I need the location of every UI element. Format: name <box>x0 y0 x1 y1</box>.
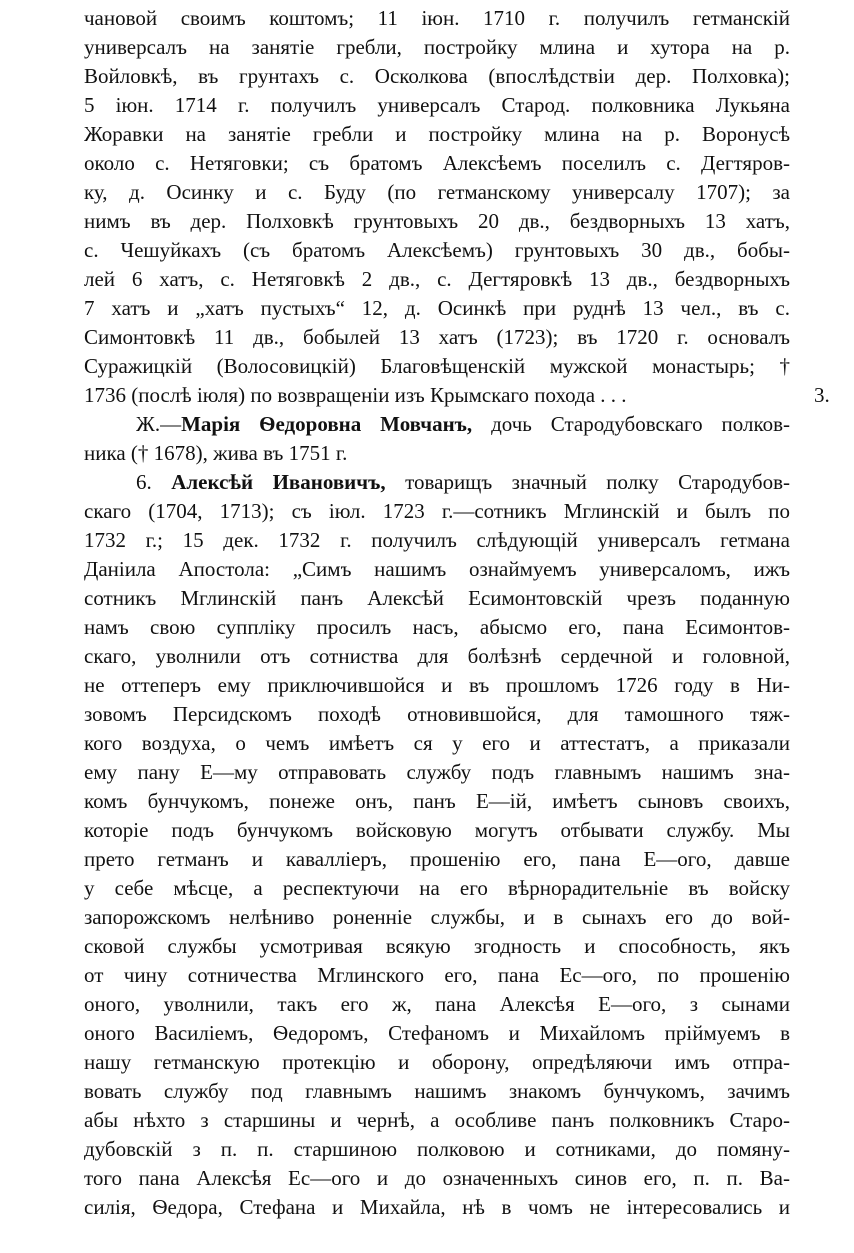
wife-prefix: Ж.— <box>136 412 182 436</box>
text-line: ку, д. Осинку и с. Буду (по гетманскому универсалу 1707); за <box>84 180 790 204</box>
text-line: у себе мѣсце, а респектуючи на его вѣрнорадительніе въ войску <box>84 876 790 900</box>
text-line: Симонтовкѣ 11 дв., бобылей 13 хатъ (1723); въ 1720 г. основалъ <box>84 325 790 349</box>
text-line: зовомъ Персидскомъ походѣ отновившойся, для тамошного тяж- <box>84 702 790 726</box>
text-line: около с. Нетяговки; съ братомъ Алексѣемъ поселилъ с. Дегтяров- <box>84 151 790 175</box>
text-line: сотникъ Мглинскій панъ Алексѣй Есимонтовскій чрезъ поданную <box>84 586 790 610</box>
margin-number: 3. <box>814 383 830 407</box>
text-line: нимъ въ дер. Полховкѣ грунтовыхъ 20 дв., бездворныхъ 13 хатъ, <box>84 209 790 233</box>
text-line: оного, уволнили, такъ его ж, пана Алексѣя Е—ого, з сынами <box>84 992 790 1016</box>
text-line: намъ свою суппліку просилъ насъ, абысмо его, пана Есимонтов- <box>84 615 790 639</box>
text-line: Даніила Апостола: „Симъ нашимъ ознаймуемъ универсаломъ, ижъ <box>84 557 790 581</box>
text-line: Жоравки на занятіе гребли и постройку млина на р. Воронусѣ <box>84 122 790 146</box>
text-line: чановой своимъ коштомъ; 11 іюн. 1710 г. получилъ гетманскій <box>84 6 790 30</box>
text-line: с. Чешуйкахъ (съ братомъ Алексѣемъ) грунтовыхъ 30 дв., бобы- <box>84 238 790 262</box>
text-line: дубовскій з п. п. старшиною полковою и сотниками, до помяну- <box>84 1137 790 1161</box>
text-line: оного Василіемъ, Ѳедоромъ, Стефаномъ и Михайломъ пріймуемъ в <box>84 1021 790 1045</box>
person-name: Алексѣй Ивановичъ, <box>171 470 386 494</box>
text-line: 7 хатъ и „хатъ пустыхъ“ 12, д. Осинкѣ при руднѣ 13 чел., въ с. <box>84 296 790 320</box>
text-line: скаго, уволнили отъ сотниства для болѣзнѣ сердечной и головной, <box>84 644 790 668</box>
text-line: кого воздуха, о чемъ имѣетъ ся у его и аттестатъ, а приказали <box>84 731 790 755</box>
text-line: того пана Алексѣя Ес—ого и до означенныхъ синов его, п. п. Ва- <box>84 1166 790 1190</box>
text-line: универсалъ на занятіе гребли, постройку млина и хутора на р. <box>84 35 790 59</box>
entry-number: 6. <box>136 470 172 494</box>
text-line: запорожскомъ нелѣниво роненніе службы, и в сынахъ его до вой- <box>84 905 790 929</box>
wife-name: Марія Ѳедоровна Мовчанъ, <box>181 412 473 436</box>
text-line: Суражицкій (Волосовицкій) Благовѣщенскій мужской монастырь; † <box>84 354 790 378</box>
text-line: абы нѣхто з старшины и чернѣ, а особливе панъ полковникъ Старо- <box>84 1108 790 1132</box>
text-line: которіе подъ бунчукомъ войсковую могутъ отбывати службу. Мы <box>84 818 790 842</box>
text-line: Войловкѣ, въ грунтахъ с. Осколкова (впослѣдствіи дер. Полховка); <box>84 64 790 88</box>
wife-description: дочь Стародубовскаго полков- <box>472 412 790 436</box>
text-line: 5 іюн. 1714 г. получилъ универсалъ Старод. полковника Лукьяна <box>84 93 790 117</box>
text-line: ника († 1678), жива въ 1751 г. <box>84 441 348 465</box>
text-line: 1732 г.; 15 дек. 1732 г. получилъ слѣдующій универсалъ гетмана <box>84 528 790 552</box>
text-line: прето гетманъ и кавалліеръ, прошенію его, пана Е—ого, давше <box>84 847 790 871</box>
text-line: от чину сотничества Мглинского его, пана Ес—ого, по прошенію <box>84 963 790 987</box>
text-line: силія, Ѳедора, Стефана и Михайла, нѣ в чомъ не інтересовались и <box>84 1195 790 1219</box>
text-line: ему пану Е—му отправовать службу подъ главнымъ нашимъ зна- <box>84 760 790 784</box>
text-line: сковой службы усмотривая всякую згодность и способность, якъ <box>84 934 790 958</box>
text-line: нашу гетманскую протекцію и оборону, опредѣляючи имъ отпра- <box>84 1050 790 1074</box>
text-line: вовать службу под главнымъ нашимъ знакомъ бунчукомъ, зачимъ <box>84 1079 790 1103</box>
person-description: товарищъ значный полку Стародубов- <box>385 470 791 494</box>
text-line: комъ бунчукомъ, понеже онъ, панъ Е—ій, имѣетъ сыновъ своихъ, <box>84 789 790 813</box>
text-line: лей 6 хатъ, с. Нетяговкѣ 2 дв., с. Дегтяровкѣ 13 дв., бездворныхъ <box>84 267 790 291</box>
wife-entry <box>136 410 790 439</box>
text-line: 1736 (послѣ іюля) по возвращеніи изъ Крымскаго похода . . . <box>84 383 627 407</box>
text-line: не оттеперъ ему приключившойся и въ прошломъ 1726 году в Ни- <box>84 673 790 697</box>
person-entry-heading <box>136 468 790 497</box>
text-line: скаго (1704, 1713); съ іюл. 1723 г.—сотникъ Мглинскій и былъ по <box>84 499 790 523</box>
